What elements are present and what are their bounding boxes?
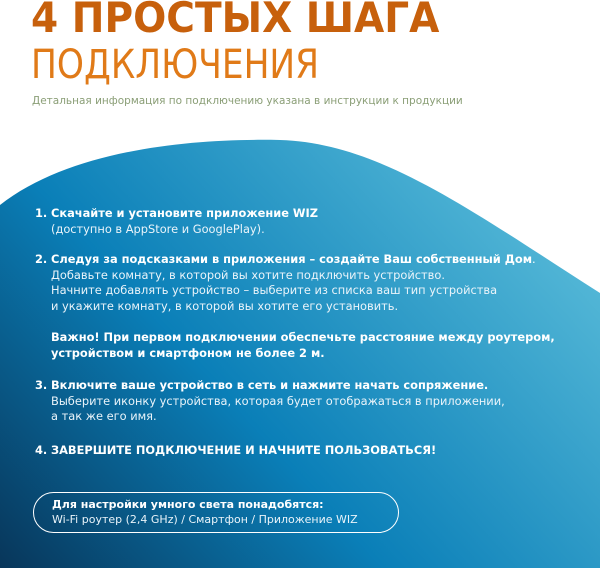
- step-heading-suffix: .: [532, 252, 536, 266]
- step-heading: ЗАВЕРШИТЕ ПОДКЛЮЧЕНИЕ И НАЧНИТЕ ПОЛЬЗОВАТЬСЯ!: [51, 443, 437, 457]
- page-subtitle: Детальная информация по подключению указана в инструкции к продукции: [32, 95, 463, 107]
- step-2: [35, 252, 555, 361]
- step-text: Начните добавлять устройство – выберите из списка ваш тип устройства: [51, 283, 498, 297]
- step-1: [35, 206, 318, 237]
- step-text: Добавьте комнату, в которой вы хотите подключить устройство.: [51, 267, 445, 282]
- important-note: Важно! При первом подключении обеспечьте расстояние между роутером,: [51, 330, 555, 344]
- step-heading: Скачайте и установите приложение WIZ: [51, 206, 318, 220]
- step-number: 3.: [35, 378, 48, 392]
- requirements-box: [33, 492, 399, 533]
- step-number: 2.: [35, 252, 48, 266]
- page-title-line2: ПОДКЛЮЧЕНИЯ: [31, 42, 320, 88]
- step-number: 1.: [35, 206, 48, 220]
- important-note: устройством и смартфоном не более 2 м.: [51, 345, 325, 360]
- requirements-title: Для настройки умного света понадобятся:: [52, 498, 324, 511]
- step-text: а так же его имя.: [51, 409, 157, 423]
- step-heading: Включите ваше устройство в сеть и нажмите начать сопряжение.: [51, 378, 489, 392]
- step-text: Выберите иконку устройства, которая будет отображаться в приложении,: [51, 393, 505, 408]
- step-4: [35, 443, 436, 459]
- requirements-items: Wi-Fi роутер (2,4 GHz) / Смартфон / Приложение WIZ: [52, 513, 358, 526]
- step-number: 4.: [35, 443, 48, 457]
- step-text: (доступно в AppStore и GooglePlay).: [51, 221, 265, 236]
- step-3: [35, 378, 505, 425]
- step-heading: Следуя за подсказками в приложения – создайте Ваш собственный Дом: [51, 252, 533, 266]
- step-text: и укажите комнату, в которой вы хотите его установить.: [51, 298, 399, 313]
- page-title-line1: 4 ПРОСТЫХ ШАГА: [31, 0, 440, 42]
